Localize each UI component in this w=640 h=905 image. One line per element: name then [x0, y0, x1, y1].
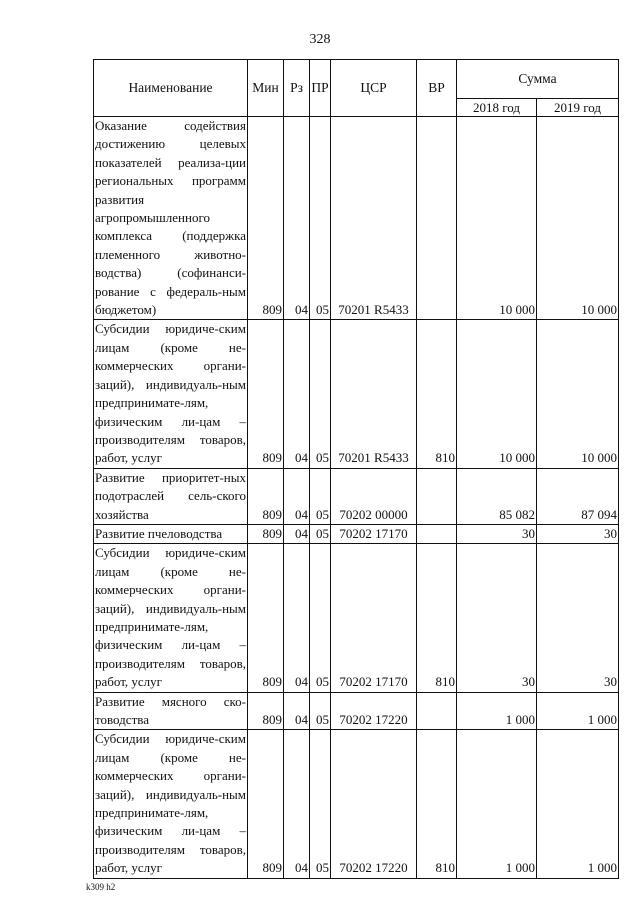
cell-pr: 05	[310, 692, 331, 730]
cell-2019: 1 000	[537, 692, 619, 730]
cell-pr: 05	[310, 468, 331, 524]
cell-min: 809	[248, 692, 284, 730]
cell-csr: 70202 17170	[331, 544, 417, 692]
cell-2019: 30	[537, 544, 619, 692]
header-name: Наименование	[94, 60, 248, 117]
table-row	[94, 544, 619, 692]
footer-code: k309 h2	[86, 882, 116, 892]
cell-rz: 04	[284, 524, 310, 543]
header-rz: Рз	[284, 60, 310, 117]
cell-2019: 10 000	[537, 117, 619, 320]
header-pr: ПР	[310, 60, 331, 117]
cell-2019: 30	[537, 524, 619, 543]
header-year-2019: 2019 год	[537, 99, 619, 117]
table-row	[94, 730, 619, 878]
cell-min: 809	[248, 524, 284, 543]
page-number: 328	[309, 32, 331, 47]
table-row	[94, 320, 619, 468]
cell-2018: 10 000	[457, 117, 537, 320]
cell-2018: 85 082	[457, 468, 537, 524]
cell-2018: 1 000	[457, 730, 537, 878]
table-row	[94, 468, 619, 524]
cell-min: 809	[248, 730, 284, 878]
cell-min: 809	[248, 544, 284, 692]
cell-name: Оказание содействия достижению целевых показателей реализа-ции региональных программ развития агропромышленного комплекса (поддержка племенного животно-водства) (софинанси-рование с федераль-ным бюджетом)	[94, 117, 248, 320]
header-csr: ЦСР	[331, 60, 417, 117]
cell-name: Субсидии юридиче-ским лицам (кроме не-коммерческих органи-заций), индивидуаль-ным предпринимате-лям, физическим ли-цам – производителям товаров, работ, услуг	[94, 320, 248, 468]
cell-2019: 87 094	[537, 468, 619, 524]
cell-csr: 70202 17220	[331, 730, 417, 878]
cell-rz: 04	[284, 730, 310, 878]
cell-csr: 70202 17220	[331, 692, 417, 730]
header-vr: ВР	[417, 60, 457, 117]
cell-2018: 30	[457, 524, 537, 543]
cell-name: Субсидии юридиче-ским лицам (кроме не-коммерческих органи-заций), индивидуаль-ным предпринимате-лям, физическим ли-цам – производителям товаров, работ, услуг	[94, 544, 248, 692]
table-row	[94, 117, 619, 320]
cell-min: 809	[248, 468, 284, 524]
table-row	[94, 692, 619, 730]
cell-name: Развитие приоритет-ных подотраслей сель-ского хозяйства	[94, 468, 248, 524]
table-row	[94, 524, 619, 543]
cell-csr: 70202 00000	[331, 468, 417, 524]
cell-2019: 10 000	[537, 320, 619, 468]
cell-rz: 04	[284, 117, 310, 320]
cell-csr: 70201 R5433	[331, 320, 417, 468]
cell-vr: 810	[417, 730, 457, 878]
cell-csr: 70202 17170	[331, 524, 417, 543]
cell-pr: 05	[310, 524, 331, 543]
header-min: Мин	[248, 60, 284, 117]
cell-min: 809	[248, 117, 284, 320]
cell-pr: 05	[310, 544, 331, 692]
cell-rz: 04	[284, 468, 310, 524]
table-body	[94, 117, 619, 879]
cell-2018: 1 000	[457, 692, 537, 730]
cell-vr	[417, 692, 457, 730]
cell-2019: 1 000	[537, 730, 619, 878]
cell-name: Развитие мясного ско-товодства	[94, 692, 248, 730]
cell-csr: 70201 R5433	[331, 117, 417, 320]
cell-vr: 810	[417, 544, 457, 692]
cell-name: Развитие пчеловодства	[94, 524, 248, 543]
cell-pr: 05	[310, 730, 331, 878]
cell-rz: 04	[284, 544, 310, 692]
header-row	[94, 60, 619, 99]
cell-pr: 05	[310, 320, 331, 468]
header-sum: Сумма	[457, 60, 619, 99]
cell-vr: 810	[417, 320, 457, 468]
cell-rz: 04	[284, 692, 310, 730]
cell-name: Субсидии юридиче-ским лицам (кроме не-коммерческих органи-заций), индивидуаль-ным предпринимате-лям, физическим ли-цам – производителям товаров, работ, услуг	[94, 730, 248, 878]
cell-vr	[417, 524, 457, 543]
cell-pr: 05	[310, 117, 331, 320]
cell-rz: 04	[284, 320, 310, 468]
cell-vr	[417, 468, 457, 524]
cell-vr	[417, 117, 457, 320]
budget-table	[93, 59, 619, 879]
cell-2018: 10 000	[457, 320, 537, 468]
cell-min: 809	[248, 320, 284, 468]
header-year-2018: 2018 год	[457, 99, 537, 117]
cell-2018: 30	[457, 544, 537, 692]
